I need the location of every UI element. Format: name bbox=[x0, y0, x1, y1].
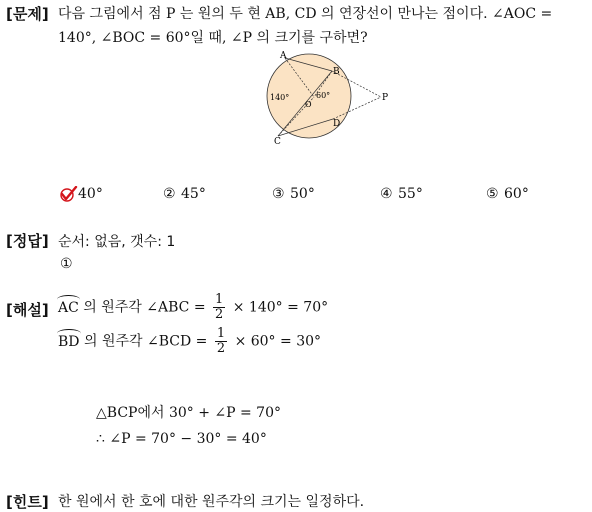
point-label-p: P bbox=[382, 93, 389, 103]
answer-choice: ① bbox=[60, 256, 73, 272]
point-label-c: C bbox=[274, 137, 281, 147]
choice-4-text: 55° bbox=[398, 186, 423, 202]
choice-5-number: ⑤ bbox=[486, 186, 499, 202]
explanation-row-3: △BCP에서 30° + ∠P = 70° bbox=[96, 405, 281, 421]
choice-3-text: 50° bbox=[290, 186, 315, 202]
point-label-o: O bbox=[305, 100, 312, 109]
explanation-label: [해설] bbox=[6, 301, 49, 319]
choice-1[interactable] bbox=[60, 186, 103, 202]
fraction-one-half: $\frac{1}{2}$ bbox=[216, 326, 226, 356]
hint-label: [힌트] bbox=[6, 493, 49, 511]
choice-5[interactable] bbox=[486, 186, 529, 202]
angle-label-aoc: 140° bbox=[270, 93, 290, 102]
check-mark-icon bbox=[60, 186, 78, 202]
answer-meta: 순서: 없음, 갯수: 1 bbox=[58, 234, 176, 250]
hint-text: 한 원에서 한 호에 대한 원주각의 크기는 일정하다. bbox=[58, 494, 365, 510]
point-label-d: D bbox=[333, 119, 341, 129]
choice-4[interactable] bbox=[380, 186, 423, 202]
answer-label: [정답] bbox=[6, 232, 49, 250]
explanation-row-2: BD 의 원주각 ∠BCD = $\frac{1}{2}$ × 60° = 30° bbox=[58, 326, 322, 356]
problem-label: [문제] bbox=[6, 5, 49, 23]
fraction-one-half: $\frac{1}{2}$ bbox=[215, 292, 224, 322]
choice-2[interactable] bbox=[163, 186, 206, 202]
point-label-a: A bbox=[280, 51, 287, 61]
choice-4-number: ④ bbox=[380, 186, 393, 202]
choice-5-text: 60° bbox=[504, 186, 529, 202]
arc-ac: AC bbox=[58, 299, 79, 316]
problem-text-line1: 다음 그림에서 점 P 는 원의 두 현 AB, CD 의 연장선이 만나는 점이다. ∠AOC = bbox=[58, 6, 553, 22]
circle-figure bbox=[262, 48, 412, 148]
choice-3-number: ③ bbox=[272, 186, 285, 202]
choice-2-number: ② bbox=[163, 186, 176, 202]
angle-label-boc: 60° bbox=[316, 91, 331, 100]
explanation-row-4: ∴ ∠P = 70° − 30° = 40° bbox=[96, 431, 267, 447]
problem-text-line2: 140°, ∠BOC = 60°일 때, ∠P 의 크기를 구하면? bbox=[58, 30, 368, 46]
explanation-row-1: AC 의 원주각 ∠ABC = $\frac{1}{2}$ × 140° = 70° bbox=[58, 292, 329, 322]
arc-bd: BD bbox=[58, 333, 80, 350]
choice-2-text: 45° bbox=[181, 186, 206, 202]
choice-1-text: 40° bbox=[78, 186, 103, 202]
choice-3[interactable] bbox=[272, 186, 315, 202]
point-label-b: B bbox=[333, 67, 340, 77]
